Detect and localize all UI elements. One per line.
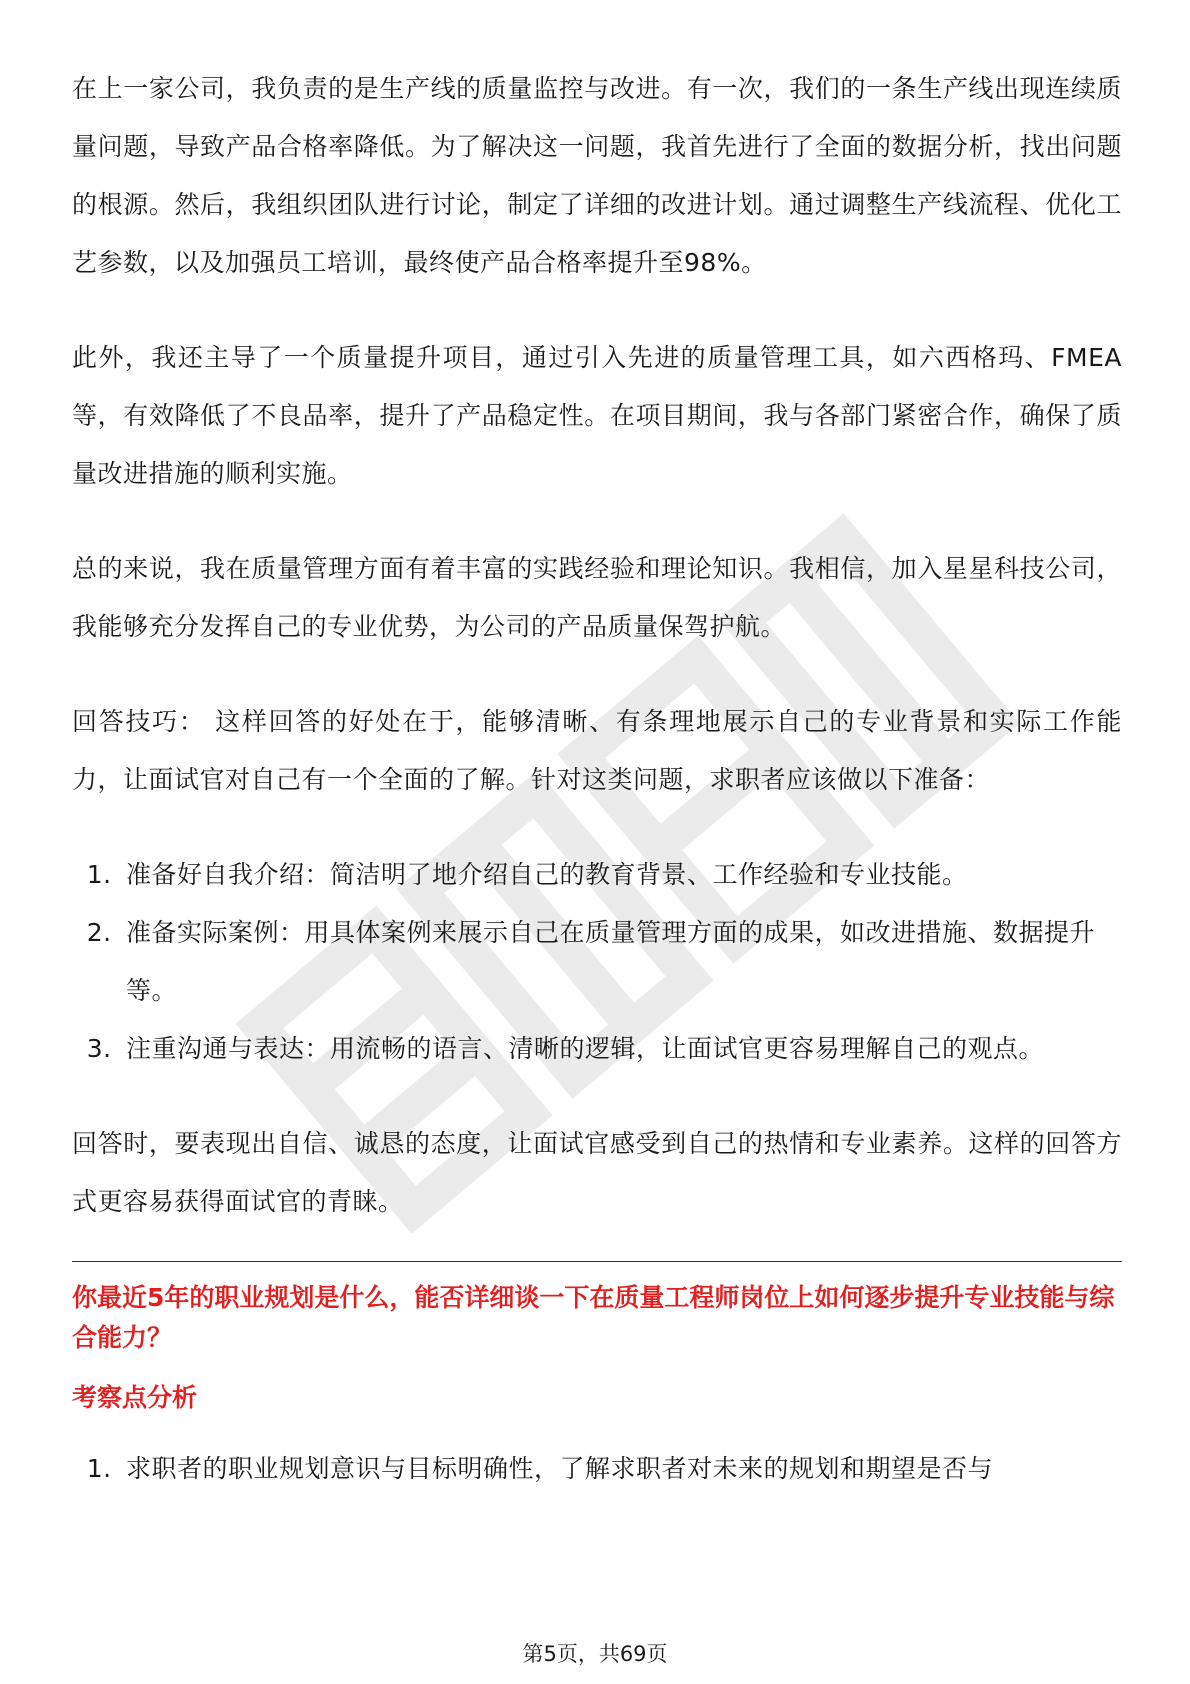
main-content <box>72 60 1122 1498</box>
paragraph-quality-project: 此外，我还主导了一个质量提升项目，通过引入先进的质量管理工具，如六西格玛、FMEA等，有效降低了不良品率，提升了产品稳定性。在项目期间，我与各部门紧密合作，确保了质量改进措施的顺利实施。 <box>72 343 1122 488</box>
paragraph-quality-improvement: 在上一家公司，我负责的是生产线的质量监控与改进。有一次，我们的一条生产线出现连续质量问题，导致产品合格率降低。为了解决这一问题，我首先进行了全面的数据分析，找出问题的根源。然后，我组织团队进行讨论，制定了详细的改进计划。通过调整生产线流程、优化工艺参数，以及加强员工培训，最终使产品合格率提升至98%。 <box>72 74 1122 277</box>
section-label: 考察点分析 <box>72 1383 198 1412</box>
paragraph-summary: 总的来说，我在质量管理方面有着丰富的实践经验和理论知识。我相信，加入星星科技公司，我能够充分发挥自己的专业优势，为公司的产品质量保驾护航。 <box>72 554 1122 641</box>
list-item: 3. 注重沟通与表达：用流畅的语言、清晰的逻辑，让面试官更容易理解自己的观点。 <box>120 1020 1122 1078</box>
list-item: 2. 准备实际案例：用具体案例来展示自己在质量管理方面的成果，如改进措施、数据提升等。 <box>120 904 1122 1020</box>
list-item: 1. 求职者的职业规划意识与目标明确性，了解求职者对未来的规划和期望是否与 <box>120 1440 1122 1498</box>
paragraph-closing: 回答时，要表现出自信、诚恳的态度，让面试官感受到自己的热情和专业素养。这样的回答方式更容易获得面试官的青睐。 <box>72 1129 1122 1216</box>
page-number: 第5页，共69页 <box>522 1642 668 1666</box>
analysis-list <box>72 1440 1122 1498</box>
list-item: 1. 准备好自我介绍：简洁明了地介绍自己的教育背景、工作经验和专业技能。 <box>120 846 1122 904</box>
question-title: 你最近5年的职业规划是什么，能否详细谈一下在质量工程师岗位上如何逐步提升专业技能与综合能力？ <box>72 1283 1115 1352</box>
paragraph-answer-tips: 回答技巧： 这样回答的好处在于，能够清晰、有条理地展示自己的专业背景和实际工作能力，让面试官对自己有一个全面的了解。针对这类问题，求职者应该做以下准备： <box>72 707 1122 794</box>
section-divider <box>72 1261 1122 1262</box>
preparation-list <box>72 846 1122 1078</box>
